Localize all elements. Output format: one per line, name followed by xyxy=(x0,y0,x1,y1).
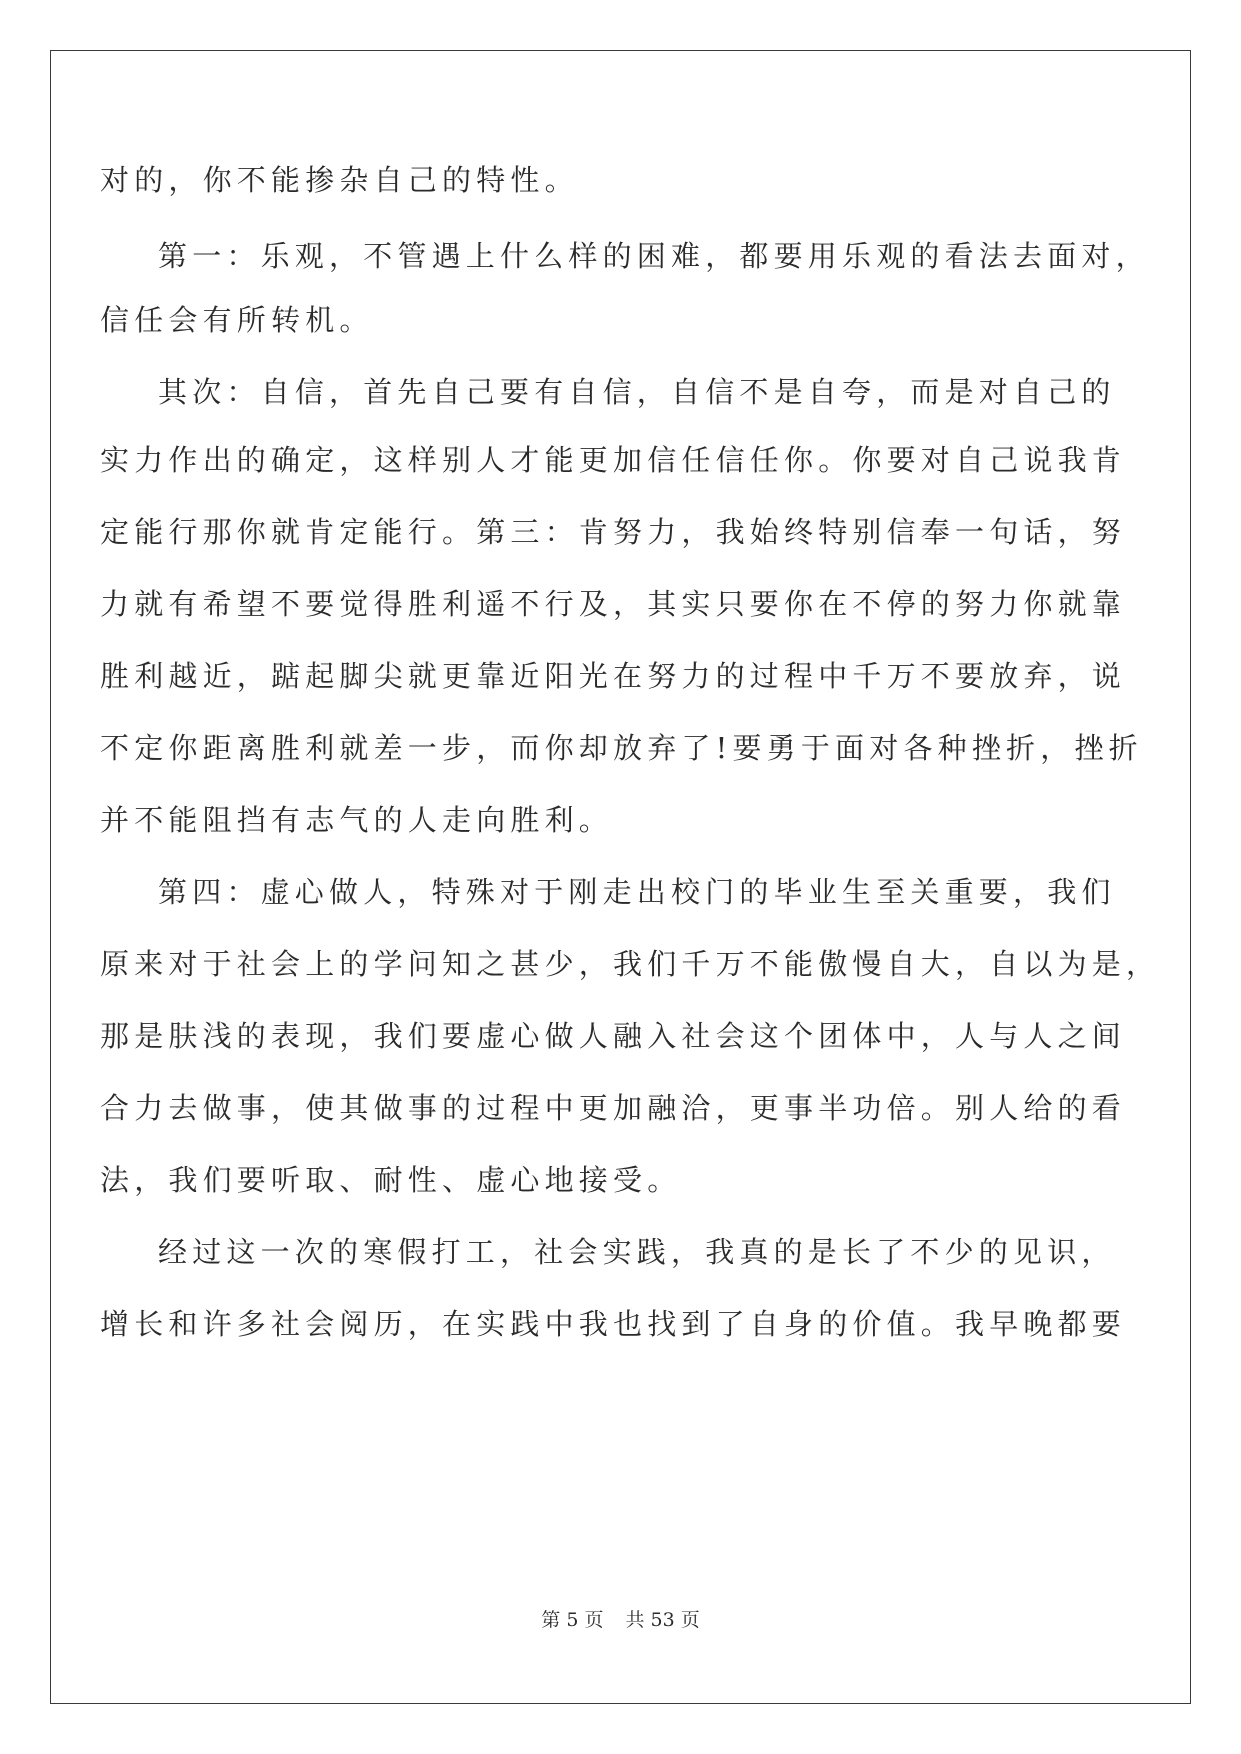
text-line: 实力作出的确定，这样别人才能更加信任信任你。你要对自己说我肯 xyxy=(100,443,1127,477)
text-line: 增长和许多社会阅历，在实践中我也找到了自身的价值。我早晚都要 xyxy=(100,1307,1127,1341)
page-total: 共 53 页 xyxy=(625,1609,700,1631)
page-footer xyxy=(0,1605,1241,1632)
page-number: 第 5 页 xyxy=(541,1609,604,1631)
text-line: 定能行那你就肯定能行。第三：肯努力，我始终特别信奉一句话，努 xyxy=(100,515,1127,549)
text-line: 那是肤浅的表现，我们要虚心做人融入社会这个团体中，人与人之间 xyxy=(100,1019,1127,1053)
text-line: 胜利越近，踮起脚尖就更靠近阳光在努力的过程中千万不要放弃，说 xyxy=(100,659,1127,693)
paragraph-start-line: 经过这一次的寒假打工，社会实践，我真的是长了不少的见识， xyxy=(158,1235,1116,1269)
text-line: 并不能阻挡有志气的人走向胜利。 xyxy=(100,803,614,837)
text-line: 信任会有所转机。 xyxy=(100,303,374,337)
text-line: 法，我们要听取、耐性、虚心地接受。 xyxy=(100,1163,682,1197)
paragraph-start-line: 第一：乐观，不管遇上什么样的困难，都要用乐观的看法去面对， xyxy=(158,239,1150,273)
text-line: 力就有希望不要觉得胜利遥不行及，其实只要你在不停的努力你就靠 xyxy=(100,587,1127,621)
text-line: 不定你距离胜利就差一步，而你却放弃了!要勇于面对各种挫折，挫折 xyxy=(100,731,1143,765)
text-line: 合力去做事，使其做事的过程中更加融洽，更事半功倍。别人给的看 xyxy=(100,1091,1127,1125)
paragraph-start-line: 第四：虚心做人，特殊对于刚走出校门的毕业生至关重要，我们 xyxy=(158,875,1116,909)
text-line: 原来对于社会上的学问知之甚少，我们千万不能傲慢自大，自以为是， xyxy=(100,947,1161,981)
text-line: 对的，你不能掺杂自己的特性。 xyxy=(100,163,579,197)
paragraph-start-line: 其次：自信，首先自己要有自信，自信不是自夸，而是对自己的 xyxy=(158,375,1116,409)
